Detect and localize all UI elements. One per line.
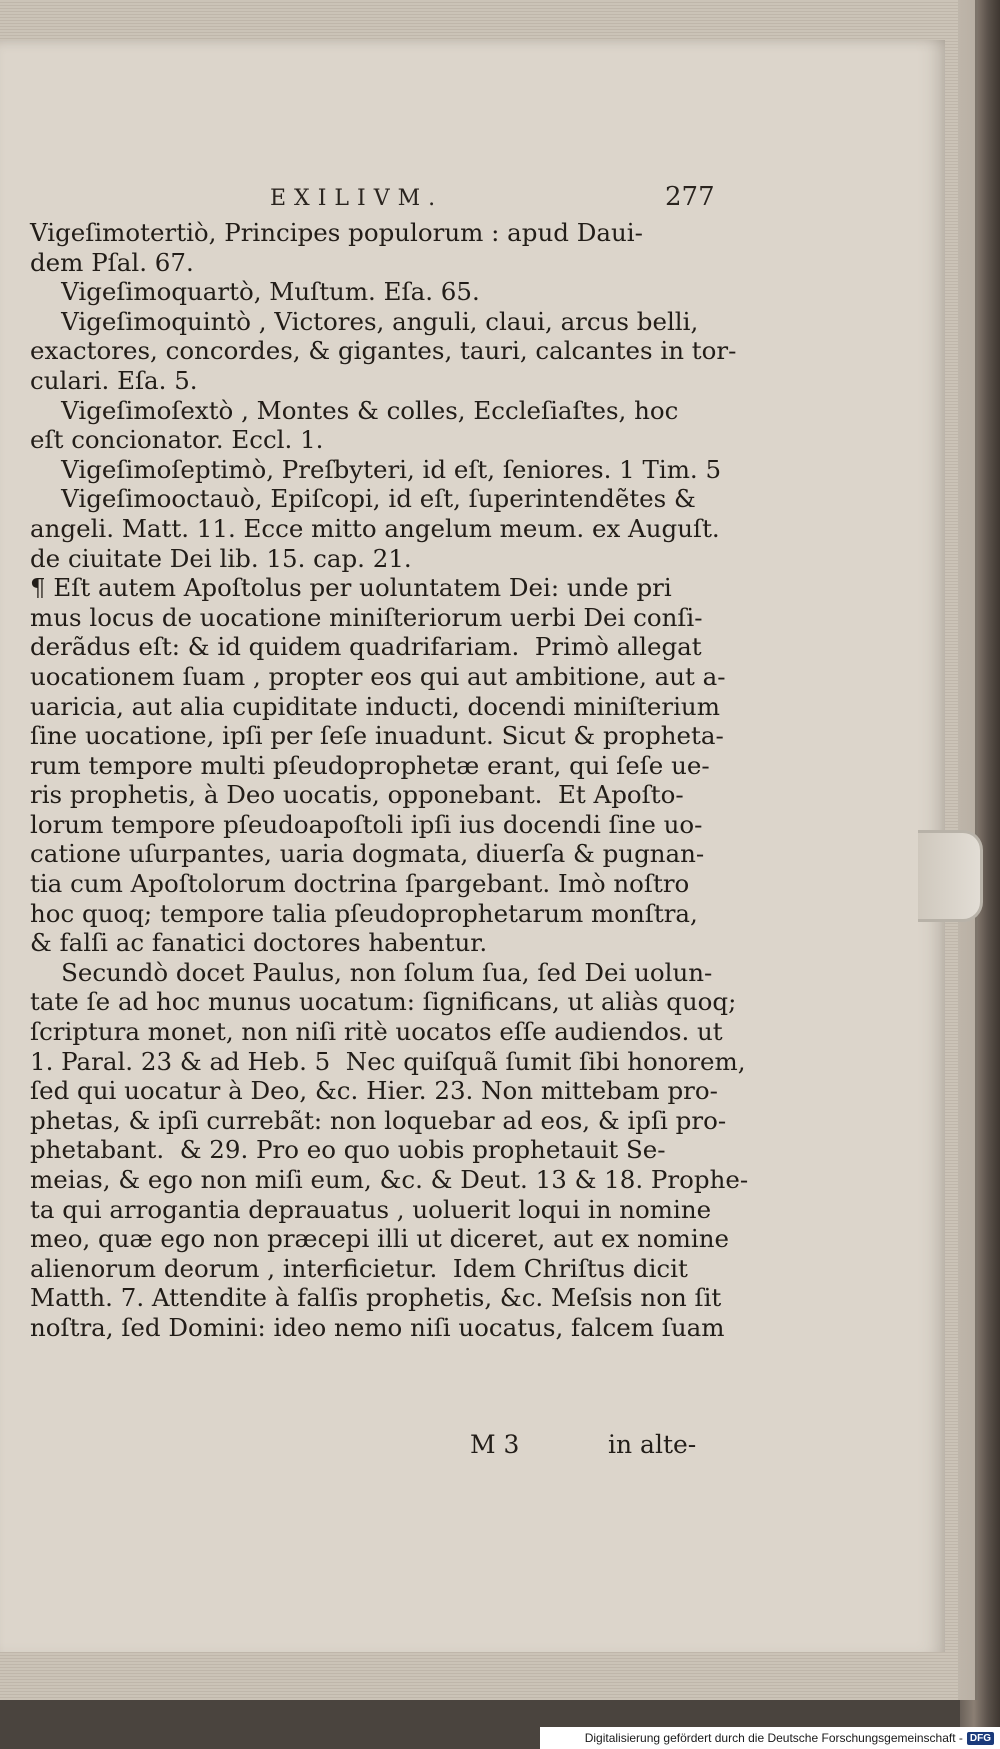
text-line: Vigeſimooctauò, Epiſcopi, id eſt, ſuperintendẽtes & xyxy=(30,484,696,514)
text-line: Vigeſimoquintò , Victores, anguli, claui, arcus belli, xyxy=(30,306,699,336)
page-clip xyxy=(918,830,983,922)
text-line: hoc quoq; tempore talia pſeudoprophetarum monſtra, xyxy=(30,898,698,928)
text-line: tate ſe ad hoc munus uocatum: ſignificans, ut aliàs quoq; xyxy=(30,987,737,1017)
text-line: Vigeſimotertiò, Principes populorum : apud Daui- xyxy=(30,218,643,247)
text-line: tia cum Apoſtolorum doctrina ſpargebant. Imò noſtro xyxy=(30,869,690,899)
text-line: ſine uocatione, ipſi per ſeſe inuadunt. Sicut & propheta- xyxy=(30,721,724,751)
text-line: angeli. Matt. 11. Ecce mitto angelum meum. ex Auguſt. xyxy=(30,513,720,543)
running-head: EXILIVM. xyxy=(270,186,444,211)
text-line: ¶ Eſt autem Apoſtolus per uoluntatem Dei: unde pri xyxy=(30,573,672,603)
text-line: dem Pſal. 67. xyxy=(30,247,194,277)
text-line: Vigeſimoſeptimò, Preſbyteri, id eſt, ſeniores. 1 Tim. 5 xyxy=(30,454,722,484)
text-line: meias, & ego non miſi eum, &c. & Deut. 13 & 18. Prophe- xyxy=(30,1165,749,1194)
text-line: culari. Eſa. 5. xyxy=(30,365,198,395)
text-line: lorum tempore pſeudoapoſtoli ipſi ius docendi ſine uo- xyxy=(30,809,703,839)
text-line: catione uſurpantes, uaria dogmata, diuerſa & pugnan- xyxy=(30,839,705,869)
text-line: & falſi ac fanatici doctores habentur. xyxy=(30,928,488,958)
text-line: mus locus de uocatione miniſteriorum uerbi Dei conſi- xyxy=(30,602,703,632)
text-line: de ciuitate Dei lib. 15. cap. 21. xyxy=(30,543,412,573)
text-line: eſt concionator. Eccl. 1. xyxy=(30,425,324,455)
text-line: meo, quæ ego non præcepi illi ut diceret, aut ex nomine xyxy=(30,1224,730,1254)
text-line: phetabant. & 29. Pro eo quo uobis prophetauit Se- xyxy=(30,1135,666,1165)
body-text xyxy=(30,218,749,1343)
text-line: ſcriptura monet, non niſi ritè uocatos eſſe audiendos. ut xyxy=(30,1017,723,1047)
page-header xyxy=(0,180,945,220)
text-line: Vigeſimoquartò, Muſtum. Eſa. 65. xyxy=(30,277,480,307)
text-line: Vigeſimoſextò , Montes & colles, Eccleſiaſtes, hoc xyxy=(30,395,679,425)
text-line: derãdus eſt: & id quidem quadrifariam. Primò allegat xyxy=(30,632,702,662)
text-line: rum tempore multi pſeudoprophetæ erant, qui ſeſe ue- xyxy=(30,750,710,780)
page-footer xyxy=(0,1430,945,1470)
signature-mark: M 3 xyxy=(470,1430,520,1459)
book-page xyxy=(0,40,945,1652)
text-line: uocationem ſuam , propter eos qui aut ambitione, aut a- xyxy=(30,661,726,691)
text-line: uaricia, aut alia cupiditate inducti, docendi miniſterium xyxy=(30,691,720,721)
credit-text: Digitalisierung gefördert durch die Deutsche Forschungsgemeinschaft - xyxy=(584,1731,963,1745)
text-line: ris prophetis, à Deo uocatis, opponebant. Et Apoſto- xyxy=(30,780,684,810)
dfg-logo-icon: DFG xyxy=(967,1732,994,1745)
text-line: ta qui arrogantia deprauatus , uoluerit loqui in nomine xyxy=(30,1194,712,1224)
catchword: in alte- xyxy=(608,1430,697,1459)
text-line: ſed qui uocatur à Deo, &c. Hier. 23. Non mittebam pro- xyxy=(30,1076,718,1106)
text-line: Secundò docet Paulus, non ſolum ſua, ſed Dei uolun- xyxy=(30,957,713,987)
text-line: noſtra, ſed Domini: ideo nemo niſi uocatus, falcem ſuam xyxy=(30,1312,725,1342)
text-line: 1. Paral. 23 & ad Heb. 5 Nec quiſquã ſumit ſibi honorem, xyxy=(30,1046,746,1076)
text-line: Matth. 7. Attendite à falſis prophetis, &c. Meſsis non ſit xyxy=(30,1283,722,1313)
page-number: 277 xyxy=(665,182,715,212)
text-line: exactores, concordes, & gigantes, tauri, calcantes in tor- xyxy=(30,336,737,366)
digitization-credit xyxy=(540,1727,1000,1749)
text-line: alienorum deorum , interficietur. Idem Chriſtus dicit xyxy=(30,1253,688,1283)
text-line: phetas, & ipſi currebãt: non loquebar ad eos, & ipſi pro- xyxy=(30,1105,727,1135)
